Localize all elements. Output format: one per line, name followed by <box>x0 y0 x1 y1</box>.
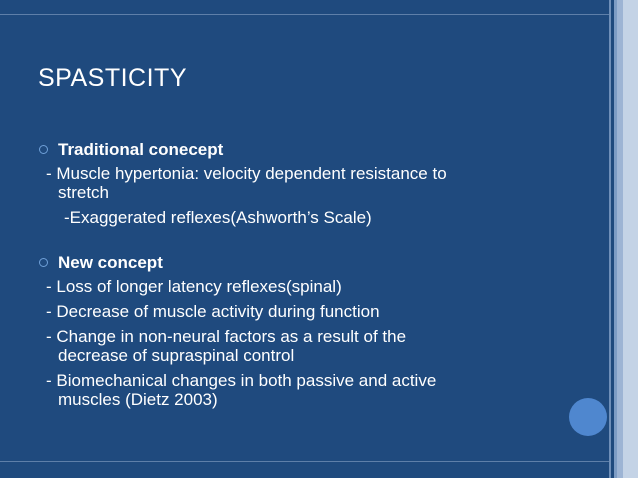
bullet-traditional-concept <box>0 138 560 164</box>
bullet-heading: New concept <box>58 253 163 272</box>
sub-line: - Biomechanical changes in both passive and active <box>46 371 437 390</box>
top-rule <box>0 14 609 15</box>
bullet-new-concept <box>0 251 560 277</box>
sub-line: stretch <box>58 183 110 202</box>
section-gap <box>0 227 560 251</box>
sub-line: -Exaggerated reflexes(Ashworth’s Scale) <box>64 208 372 227</box>
bottom-rule <box>0 461 609 462</box>
sub-line: - Change in non-neural factors as a result of the <box>46 327 407 346</box>
slide-content <box>0 138 560 409</box>
sub-line: decrease of supraspinal control <box>58 346 295 365</box>
right-stripes <box>609 0 638 478</box>
hollow-circle-bullet-icon <box>39 145 48 154</box>
bullet-heading: Traditional conecept <box>58 140 224 159</box>
hollow-circle-bullet-icon <box>39 258 48 267</box>
sub-line: muscles (Dietz 2003) <box>58 390 218 409</box>
slide-title: SPASTICITY <box>38 64 188 92</box>
stripe-5 <box>623 0 638 478</box>
sub-line: - Decrease of muscle activity during function <box>46 302 380 321</box>
sub-line: - Loss of longer latency reflexes(spinal) <box>46 277 342 296</box>
sub-line: - Muscle hypertonia: velocity dependent resistance to <box>46 164 447 183</box>
decorative-circle <box>569 398 607 436</box>
